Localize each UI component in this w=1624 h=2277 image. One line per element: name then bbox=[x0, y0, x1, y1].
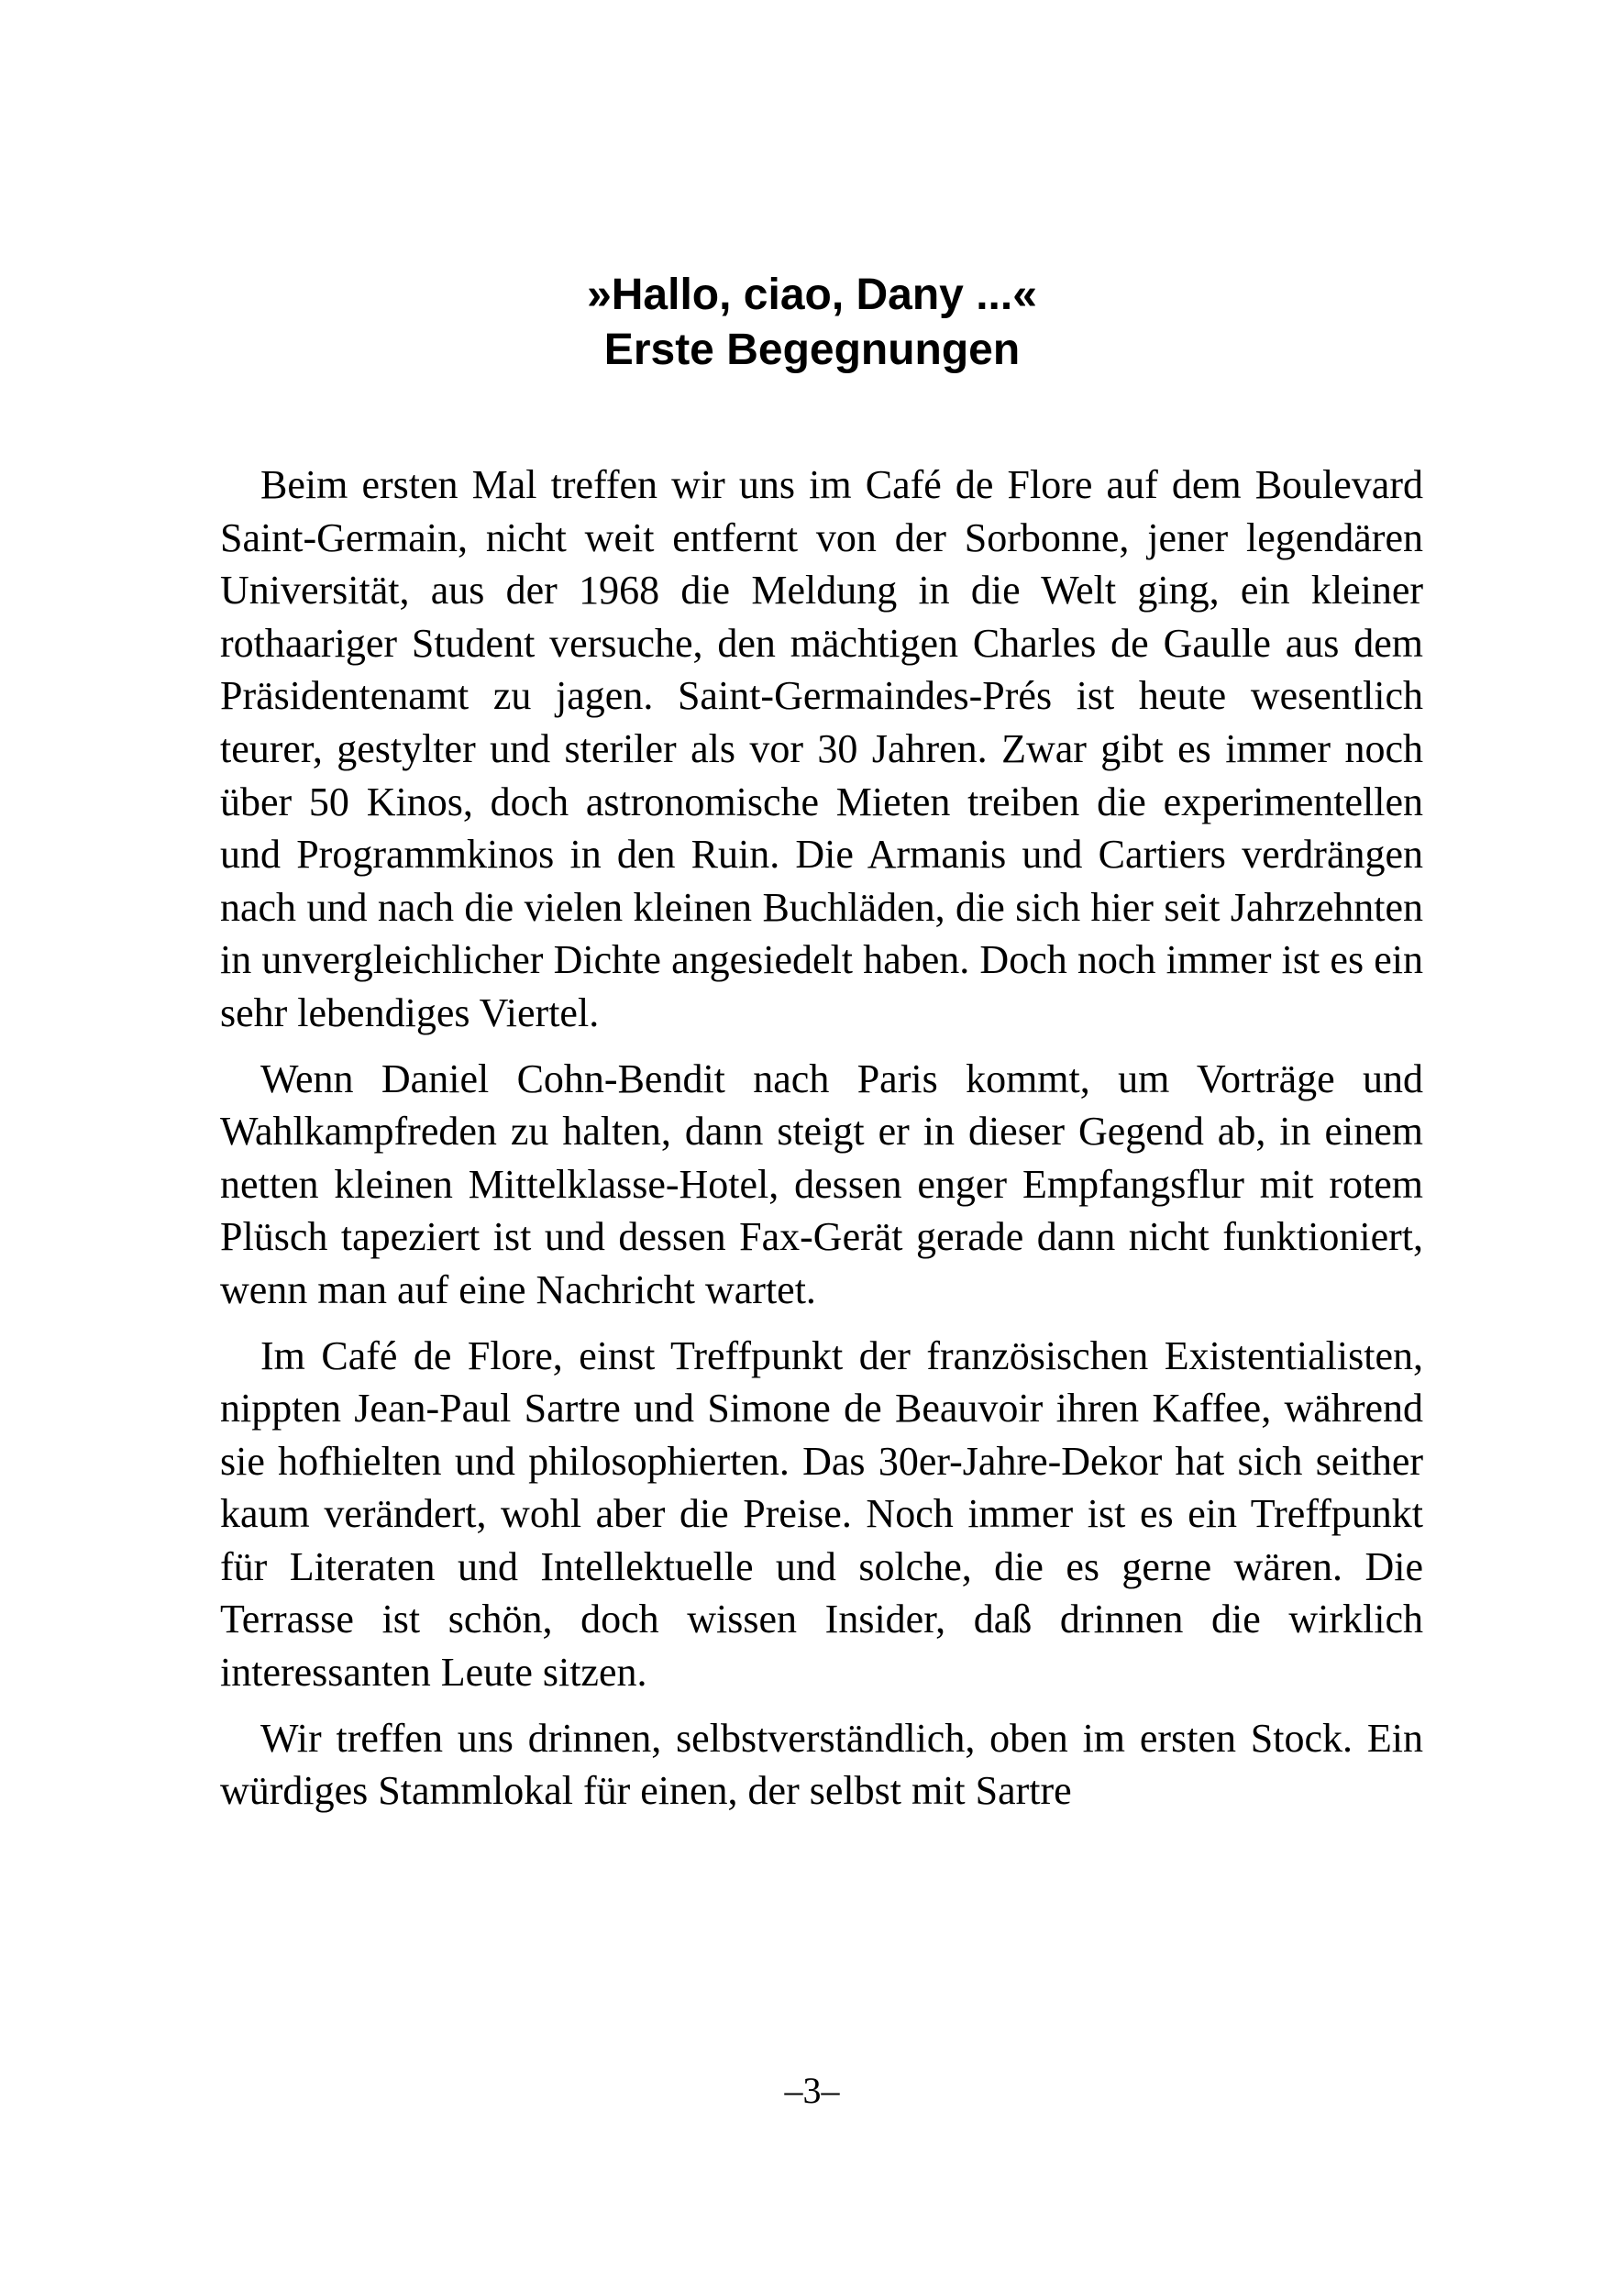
body-text bbox=[220, 459, 1423, 1830]
paragraph: Im Café de Flore, einst Treffpunkt der französischen Existentialisten, nippten Jean-Paul Sartre und Simone de Beauvoir ihren Kaffee, während sie hofhielten und philosophierten. Das 30er-Jahre-Dekor hat sich seither kaum verändert, wohl aber die Preise. Noch immer ist es ein Treffpunkt für Literaten und Intellektuelle und solche, die es gerne wären. Die Terrasse ist schön, doch wissen Insider, daß drinnen die wirklich interessanten Leute sitzen. bbox=[220, 1332, 1423, 1696]
page-number: –3– bbox=[784, 2070, 840, 2111]
paragraph: Beim ersten Mal treffen wir uns im Café de Flore auf dem Boulevard Saint-Germain, nicht weit entfernt von der Sorbonne, jener legendären Universität, aus der 1968 die Meldung in die Welt ging, ein kleiner rothaariger Student versuche, den mächtigen Charles de Gaulle aus dem Präsidentenamt zu jagen. Saint-Germaindes-Prés ist heute wesentlich teurer, gestylter und steriler als vor 30 Jahren. Zwar gibt es immer noch über 50 Kinos, doch astronomische Mieten treiben die experimentellen und Programmkinos in den Ruin. Die Armanis und Cartiers verdrängen nach und nach die vielen kleinen Buchläden, die sich hier seit Jahrzehnten in unvergleichlicher Dichte angesiedelt haben. Doch noch immer ist es ein sehr lebendiges Viertel. bbox=[220, 462, 1423, 1035]
paragraph: Wir treffen uns drinnen, selbstverständlich, oben im ersten Stock. Ein würdiges Stammlokal für einen, der selbst mit Sartre bbox=[220, 1715, 1423, 1814]
chapter-title: »Hallo, ciao, Dany ...« bbox=[587, 271, 1037, 319]
chapter-subtitle: Erste Begegnungen bbox=[603, 326, 1021, 374]
paragraph: Wenn Daniel Cohn-Bendit nach Paris kommt, um Vorträge und Wahlkampfreden zu halten, dann steigt er in dieser Gegend ab, in einem netten kleinen Mittelklasse-Hotel, dessen enger Empfangsflur mit rotem Plüsch tapeziert ist und dessen Fax-Gerät gerade dann nicht funktioniert, wenn man auf eine Nachricht wartet. bbox=[220, 1056, 1423, 1312]
